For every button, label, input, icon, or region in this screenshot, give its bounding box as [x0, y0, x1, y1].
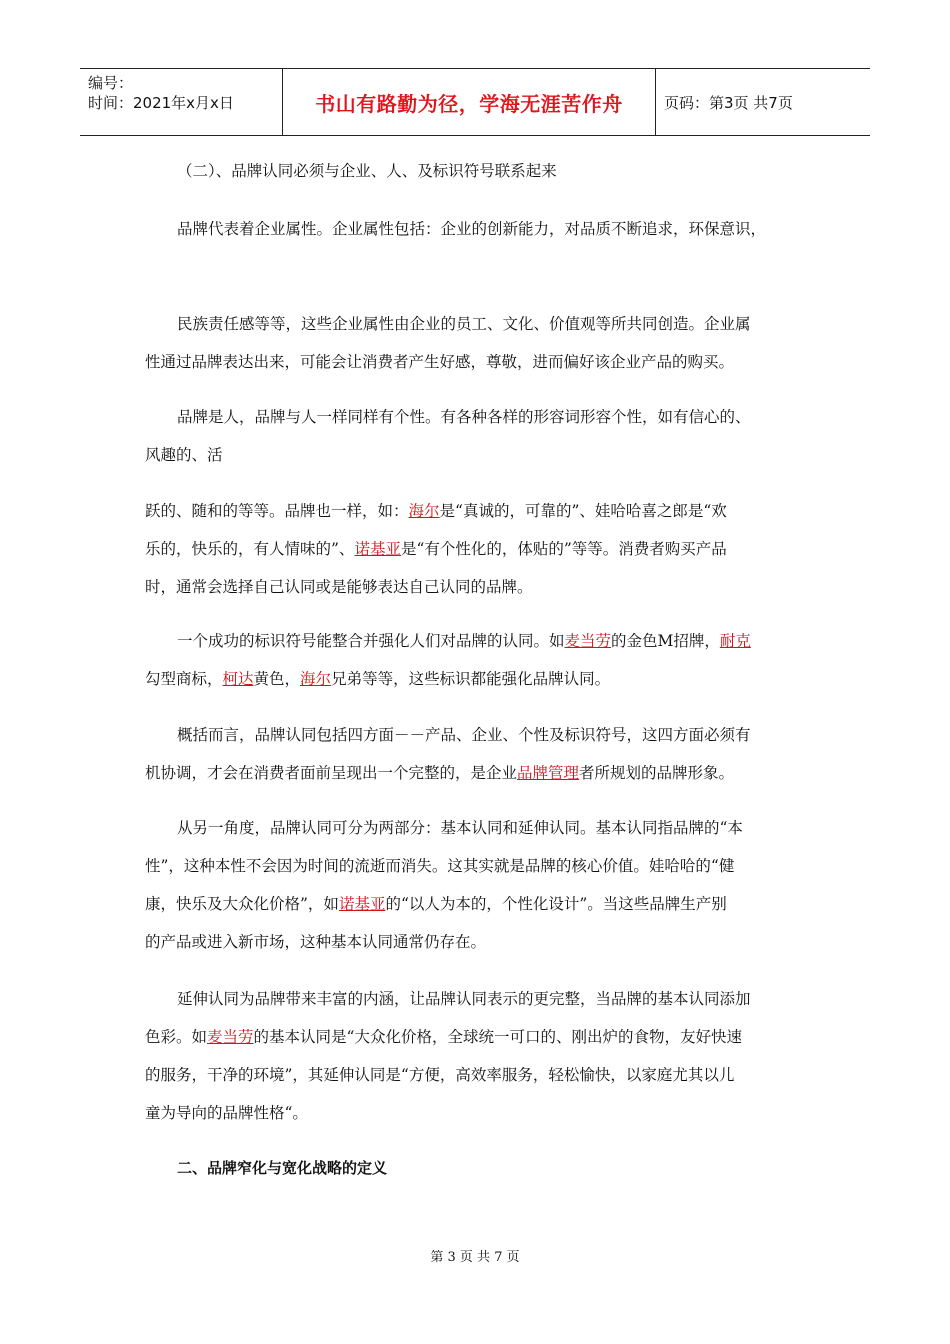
text-segment: 黄色， — [253, 670, 301, 688]
text-segment: 者所规划的品牌形象。 — [579, 764, 735, 782]
code-label: 编号： — [88, 74, 134, 92]
text-segment: 乐的，快乐的，有人情味的”、 — [145, 540, 355, 558]
text-segment: 的金色M招牌， — [611, 632, 720, 650]
paragraph-7-line-4: 的产品或进入新市场，这种基本认同通常仍存在。 — [145, 933, 487, 951]
paragraph-8-line-1: 延伸认同为品牌带来丰富的内涵，让品牌认同表示的更完整，当品牌的基本认同添加 — [177, 990, 751, 1008]
paragraph-1-line-1: 品牌代表着企业属性。企业属性包括：企业的创新能力，对品质不断追求，环保意识， — [177, 220, 767, 238]
paragraph-4-line-3: 时，通常会选择自己认同或是能够表达自己认同的品牌。 — [145, 578, 533, 596]
paragraph-7-line-3 — [145, 885, 805, 923]
header-page-label: 页码：第3页 共7页 — [664, 93, 793, 112]
paragraph-4-line-2 — [145, 530, 805, 568]
page-header — [80, 68, 870, 136]
paragraph-6-line-1: 概括而言，品牌认同包括四方面－－产品、企业、个性及标识符号，这四方面必须有 — [177, 726, 751, 744]
text-segment: 跃的、随和的等等。品牌也一样，如： — [145, 502, 409, 520]
paragraph-2-line-1: 民族责任感等等，这些企业属性由企业的员工、文化、价值观等所共同创造。企业属 — [177, 315, 751, 333]
paragraph-6-line-2 — [145, 754, 805, 792]
heading-2: 二、品牌窄化与宽化战略的定义 — [177, 1159, 388, 1177]
text-segment: 勾型商标， — [145, 670, 223, 688]
text-segment: 兄弟等等，这些标识都能强化品牌认同。 — [331, 670, 611, 688]
text-segment: 的基本认同是“大众化价格，全球统一可口的、刚出炉的食物，友好快速 — [253, 1028, 742, 1046]
link-nokia-2[interactable]: 诺基亚 — [338, 895, 386, 913]
link-mcdonalds-2[interactable]: 麦当劳 — [207, 1028, 254, 1046]
text-segment: 是“有个性化的，体贴的”等等。消费者购买产品 — [400, 540, 727, 558]
link-nokia[interactable]: 诺基亚 — [354, 540, 401, 558]
paragraph-7-line-2: 性”，这种本性不会因为时间的流逝而消失。这其实就是品牌的核心价值。娃哈哈的“健 — [145, 857, 735, 875]
paragraph-2-line-2: 性通过品牌表达出来，可能会让消费者产生好感，尊敬，进而偏好该企业产品的购买。 — [145, 353, 735, 371]
section-title: （二）、品牌认同必须与企业、人、及标识符号联系起来 — [177, 162, 557, 180]
header-meta — [80, 69, 283, 135]
link-brand-management[interactable]: 品牌管理 — [517, 764, 580, 782]
link-haier-2[interactable]: 海尔 — [300, 670, 332, 688]
paragraph-4-line-1 — [145, 492, 805, 530]
page-footer: 第 3 页 共 7 页 — [430, 1250, 520, 1265]
text-segment: 康，快乐及大众化价格”，如 — [145, 895, 339, 913]
paragraph-3-line-1: 品牌是人，品牌与人一样同样有个性。有各种各样的形容词形容个性，如有信心的、 — [177, 408, 751, 426]
paragraph-8-line-2 — [145, 1018, 805, 1056]
paragraph-8-line-3: 的服务，干净的环境”，其延伸认同是“方便，高效率服务，轻松愉快，以家庭尤其以儿 — [145, 1066, 735, 1084]
paragraph-3-line-2: 风趣的、活 — [145, 446, 223, 464]
link-haier[interactable]: 海尔 — [408, 502, 440, 520]
paragraph-5-line-2 — [145, 660, 805, 698]
text-segment: 是“真诚的，可靠的”、娃哈哈喜之郎是“欢 — [439, 502, 727, 520]
link-mcdonalds[interactable]: 麦当劳 — [564, 632, 612, 650]
text-segment: 色彩。如 — [145, 1028, 208, 1046]
header-motto: 书山有路勤为径，学海无涯苦作舟 — [283, 69, 656, 135]
text-segment: 一个成功的标识符号能整合并强化人们对品牌的认同。如 — [177, 632, 565, 650]
text-segment: 的“以人为本的，个性化设计”。当这些品牌生产别 — [385, 895, 727, 913]
text-segment: 机协调，才会在消费者面前呈现出一个完整的，是企业 — [145, 764, 518, 782]
link-nike[interactable]: 耐克 — [719, 632, 751, 650]
paragraph-8-line-4: 童为导向的品牌性格“。 — [145, 1104, 308, 1122]
paragraph-5-line-1 — [145, 622, 837, 660]
paragraph-7-line-1: 从另一角度，品牌认同可分为两部分：基本认同和延伸认同。基本认同指品牌的“本 — [177, 819, 743, 837]
time-label: 时间：2021年x月x日 — [88, 94, 234, 112]
link-kodak[interactable]: 柯达 — [222, 670, 254, 688]
